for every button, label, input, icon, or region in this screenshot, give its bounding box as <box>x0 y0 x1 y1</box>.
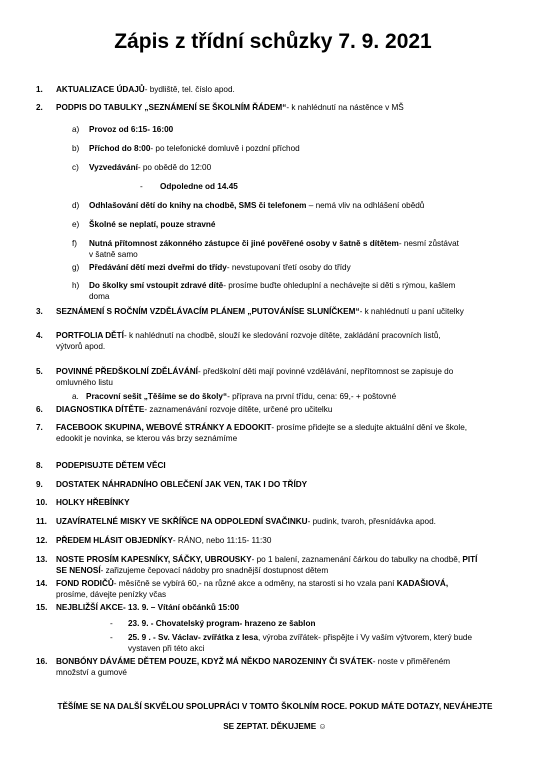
sub-label: g) <box>72 263 80 272</box>
sub-item: Pracovní sešit „Těšíme se do školy“- příprava na první třídu, cena: 69,- + poštovné <box>86 392 397 401</box>
sub-label: e) <box>72 220 80 229</box>
item-number: 13. <box>36 555 48 564</box>
sub-label: a. <box>72 392 79 401</box>
item-number: 2. <box>36 103 43 112</box>
list-item: NEJBLIŽŠÍ AKCE- 13. 9. – Vítání občánků 15:00 <box>56 603 240 612</box>
sub-label: f) <box>72 239 78 248</box>
sub-label: - <box>110 619 113 628</box>
item-number: 14. <box>36 579 48 588</box>
sub-item: Příchod do 8:00- po telefonické domluvě i pozdní příchod <box>89 144 300 153</box>
sub-label: - <box>110 633 113 642</box>
item-number: 10. <box>36 498 48 507</box>
sub-item: Provoz od 6:15- 16:00 <box>89 125 174 134</box>
page-title: Zápis z třídní schůzky 7. 9. 2021 <box>114 30 432 53</box>
list-item: PORTFOLIA DĚTÍ- k nahlédnutí na chodbě, slouží ke sledování rozvoje dítěte, zakládání pracovních listů, výtvorů apod. <box>56 331 441 351</box>
sub-label: h) <box>72 281 80 290</box>
sub-label: b) <box>72 144 80 153</box>
sub-item: Odhlašování dětí do knihy na chodbě, SMS či telefonem – nemá vliv na odhlášení obědů <box>89 201 425 210</box>
list-item: PŘEDEM HLÁSIT OBJEDNÍKY- RÁNO, nebo 11:15- 11:30 <box>56 536 272 545</box>
item-number: 5. <box>36 367 43 376</box>
footer-note: TĚŠÍME SE NA DALŠÍ SKVĚLOU SPOLUPRÁCI V TOMTO ŠKOLNÍM ROCE. POKUD MÁTE DOTAZY, NEVÁHEJTE SE ZEPTAT. DĚKUJEME ☺ <box>57 702 493 731</box>
list-item: POVINNÉ PŘEDŠKOLNÍ ZDĚLÁVÁNÍ- předškolní děti mají povinné vzdělávání, nepřítomnost se zapisuje do omluvného listu <box>56 367 454 387</box>
list-item: FACEBOOK SKUPINA, WEBOVÉ STRÁNKY A EDOOKIT- prosíme přidejte se a sledujte aktuální dění ve škole, edookit je novinka, se kterou vás brzy seznámíme <box>56 423 468 443</box>
list-item: NOSTE PROSÍM KAPESNÍKY, SÁČKY, UBROUSKY- po 1 balení, zaznamenání čárkou do tabulky na chodbě, PITÍ SE NENOSÍ- zařizujeme čepovací nádoby pro snadnější dostupnost dětem <box>56 555 478 575</box>
item-number: 12. <box>36 536 48 545</box>
list-item: HOLKY HŘEBÍNKY <box>56 498 130 507</box>
item-number: 1. <box>36 85 43 94</box>
sub-item: Do školky smí vstoupit zdravé dítě- prosíme buďte ohleduplní a nechávejte si děti s rýmou, kašlem doma <box>89 281 456 301</box>
item-number: 4. <box>36 331 43 340</box>
sub-item: Odpoledne od 14.45 <box>160 182 238 191</box>
sub-item: Vyzvedávání- po obědě do 12:00 <box>89 163 212 172</box>
sub-label: a) <box>72 125 80 134</box>
item-number: 8. <box>36 461 43 470</box>
list-item: PODPIS DO TABULKY „SEZNÁMENÍ SE ŠKOLNÍM ŘÁDEM“- k nahlédnutí na nástěnce v MŠ <box>56 103 404 112</box>
item-number: 15. <box>36 603 48 612</box>
sub-label: - <box>140 182 143 191</box>
sub-item: Nutná přítomnost zákonného zástupce či jiné pověřené osoby v šatně s dítětem- nesmí zůstávat v šatně samo <box>89 239 459 259</box>
sub-item: 25. 9 . - Sv. Václav- zvířátka z lesa, výroba zvířátek- přispějte i Vy vaším výtvorem, který bude vystaven při této akci <box>128 633 473 653</box>
list-item: DOSTATEK NÁHRADNÍHO OBLEČENÍ JAK VEN, TAK I DO TŘÍDY <box>56 480 308 489</box>
item-number: 7. <box>36 423 43 432</box>
item-number: 3. <box>36 307 43 316</box>
item-number: 16. <box>36 657 48 666</box>
sub-item: Předávání dětí mezi dveřmi do třídy- nevstupovaní třetí osoby do třídy <box>89 263 351 272</box>
sub-item: 23. 9. - Chovatelský program- hrazeno ze šablon <box>128 619 316 628</box>
item-number: 9. <box>36 480 43 489</box>
item-number: 11. <box>36 517 47 526</box>
list-item: PODEPISUJTE DĚTEM VĚCI <box>56 461 166 470</box>
item-number: 6. <box>36 405 43 414</box>
list-item: UZAVÍRATELNÉ MISKY VE SKŘÍŇCE NA ODPOLEDNÍ SVAČINKU- pudink, tvaroh, přesnídávka apod. <box>56 517 436 526</box>
list-item: BONBÓNY DÁVÁME DĚTEM POUZE, KDYŽ MÁ NĚKDO NAROZENINY ČI SVÁTEK- noste v přiměřeném množství a gumové <box>56 657 451 677</box>
list-item: FOND RODIČŮ- měsíčně se vybírá 60,- na různé akce a odměny, na starosti si ho vzala paní KADAŠIOVÁ, prosíme, dávejte penízky včas <box>56 579 449 599</box>
list-item: SEZNÁMENÍ S ROČNÍM VZDĚLÁVACÍM PLÁNEM „PUTOVÁNÍSE SLUNÍČKEM“- k nahlédnutí u paní učitelky <box>56 307 464 316</box>
sub-item: Školné se neplatí, pouze stravné <box>89 220 216 229</box>
sub-label: d) <box>72 201 80 210</box>
sub-label: c) <box>72 163 79 172</box>
list-item: DIAGNOSTIKA DÍTĚTE- zaznamenávání rozvoje dítěte, určené pro učitelku <box>56 405 333 414</box>
list-item: AKTUALIZACE ÚDAJŮ- bydliště, tel. číslo apod. <box>56 85 235 94</box>
